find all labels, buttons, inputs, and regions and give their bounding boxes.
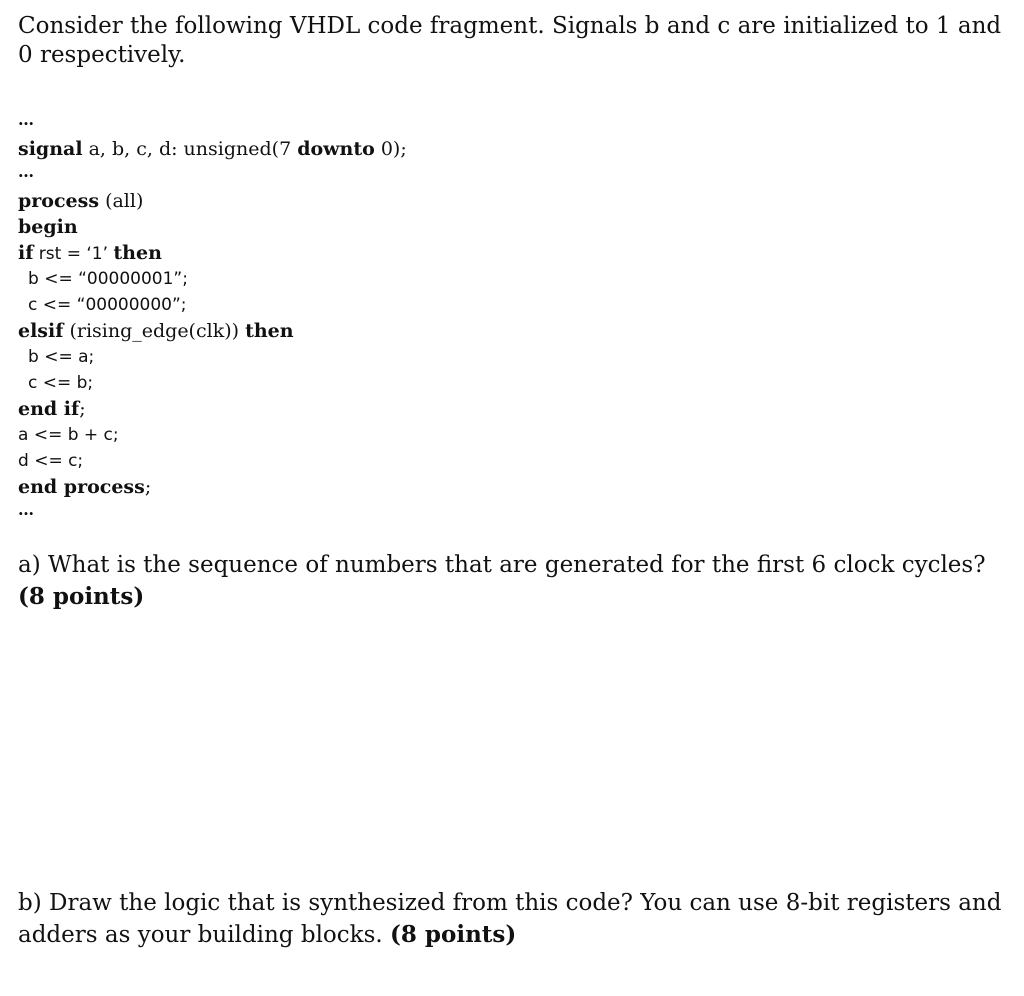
- keyword-signal: signal: [18, 138, 83, 160]
- code-line-elsif: [18, 318, 1008, 344]
- question-b-text: b) Draw the logic that is synthesized from this code? You can use 8-bit registers and adders as your building blocks.: [18, 890, 1002, 948]
- code-line-assign-a: a <= b + c;: [18, 425, 119, 445]
- elsif-condition: (rising_edge(clk)): [63, 320, 246, 342]
- question-a-text: a) What is the sequence of numbers that are generated for the first 6 clock cycles?: [18, 552, 986, 578]
- code-ellipsis-top: …: [18, 110, 34, 129]
- code-line-end-if: [18, 396, 1008, 422]
- code-line-reset-c: c <= “00000000”;: [28, 295, 187, 315]
- question-b-points: (8 points): [390, 921, 517, 948]
- keyword-end-if: end if: [18, 398, 80, 420]
- document-page: [18, 12, 1008, 948]
- signal-decl-tail: 0);: [374, 138, 407, 160]
- code-line-end-process: [18, 474, 1008, 500]
- keyword-then: then: [113, 242, 162, 264]
- question-b: [18, 888, 1008, 951]
- question-a: [18, 550, 1008, 613]
- code-ellipsis-bottom: …: [18, 500, 34, 519]
- process-sensitivity: (all): [99, 190, 144, 212]
- intro-paragraph: Consider the following VHDL code fragment. Signals b and c are initialized to 1 and 0 respectively.: [18, 13, 1002, 68]
- keyword-if: if: [18, 242, 34, 264]
- code-line-signal-decl: [18, 136, 1008, 162]
- code-ellipsis-mid: …: [18, 162, 34, 181]
- code-line-process: [18, 188, 1008, 214]
- keyword-process: process: [18, 190, 100, 212]
- code-line-reset-b: b <= “00000001”;: [28, 269, 188, 289]
- code-line-assign-c: c <= b;: [28, 373, 94, 393]
- keyword-then-2: then: [245, 320, 294, 342]
- keyword-end-process: end process: [18, 476, 145, 498]
- end-if-tail: ;: [79, 398, 86, 420]
- vhdl-code-block: [18, 110, 1008, 526]
- end-process-tail: ;: [144, 476, 152, 498]
- if-condition: rst = ‘1’: [33, 244, 114, 264]
- keyword-downto: downto: [297, 138, 375, 160]
- keyword-begin: begin: [18, 216, 78, 238]
- code-line-begin: [18, 214, 1008, 240]
- question-a-points: (8 points): [18, 583, 145, 610]
- keyword-elsif: elsif: [18, 320, 64, 342]
- code-line-if: [18, 240, 1008, 266]
- code-line-assign-b: b <= a;: [28, 347, 95, 367]
- signal-decl-text: a, b, c, d: unsigned(7: [82, 138, 298, 160]
- code-line-assign-d: d <= c;: [18, 451, 84, 471]
